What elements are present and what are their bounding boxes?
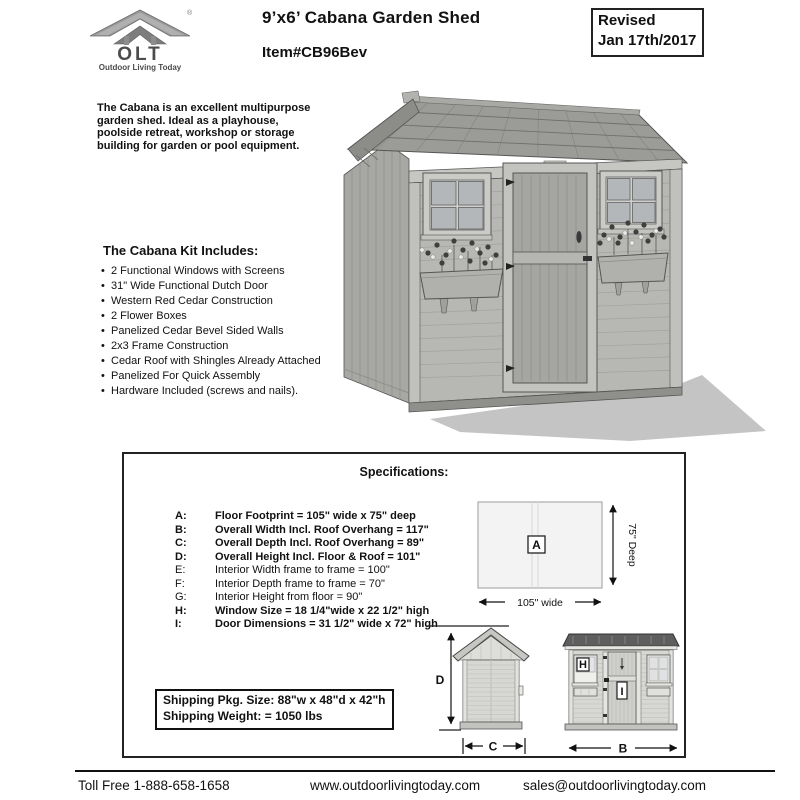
spec-list [175,510,438,632]
intro-paragraph: The Cabana is an excellent multipurpose garden shed. Ideal as a playhouse, poolside retreat, workshop or storage building for garden or pool equipment. [97,102,311,152]
footer-divider [75,770,775,772]
side-view-diagram [427,626,529,754]
kit-item: • 2x3 Frame Construction [99,339,321,354]
front-view-window-label: H [579,659,587,671]
revised-label: Revised [598,12,656,29]
shipping-weight: Shipping Weight: = 1050 lbs [163,708,323,723]
spec-row-letter: G: [175,591,187,603]
logo-abbr: OLT [117,44,163,65]
spec-row-text: Floor Footprint = 105" wide x 75" deep [215,510,416,522]
kit-item: • Cedar Roof with Shingles Already Attached [99,354,321,369]
spec-row-letter: F: [175,577,185,590]
kit-item: • Hardware Included (screws and nails). [99,384,321,399]
spec-row [175,618,438,632]
front-view-diagram [563,634,679,756]
spec-row [175,510,438,524]
elevation-diagrams [417,612,685,756]
side-view-height-label: D [435,673,445,687]
kit-item: • 2 Flower Boxes [99,309,321,324]
olt-logo-icon [84,6,196,72]
dutch-split-rail [513,252,587,264]
kit-heading: The Cabana Kit Includes: [103,243,259,258]
spec-row [175,605,438,619]
spec-row-text: Door Dimensions = 31 1/2" wide x 72" high [215,618,438,630]
floor-plan-width-label: 105" wide [517,597,563,609]
kit-item: • Panelized Cedar Bevel Sided Walls [99,324,321,339]
footer-phone: Toll Free 1-888-658-1658 [78,778,230,793]
spec-row-text: Interior Width frame to frame = 100" [215,564,390,576]
specifications-heading: Specifications: [359,465,449,479]
footer-website-link[interactable]: www.outdoorlivingtoday.com [310,778,481,793]
shed-gable-wall [344,143,409,403]
spec-row-text: Overall Width Incl. Roof Overhang = 117" [215,523,429,536]
spec-row [175,591,438,605]
spec-row-text: Interior Height from floor = 90" [215,591,363,603]
item-code: Item#CB96Bev [262,44,368,61]
logo-registered-mark: ® [187,10,193,17]
spec-row [175,551,438,565]
spec-row-letter: A: [175,510,187,522]
door-handle [576,231,581,243]
door-latch [583,256,592,261]
spec-row-text: Overall Height Incl. Floor & Roof = 101" [215,550,421,563]
spec-row [175,564,438,578]
floor-plan-depth-label: 75" Deep [626,523,638,567]
spec-row-text: Window Size = 18 1/4"wide x 22 1/2" high [215,604,430,617]
right-window [598,171,664,234]
spec-row-letter: I: [175,618,182,630]
spec-row-letter: E: [175,564,186,576]
spec-row-letter: D: [175,550,187,563]
kit-item: • 31" Wide Functional Dutch Door [99,279,321,294]
shipping-box [155,689,394,730]
floor-plan-area-label: A [532,538,541,552]
side-view-depth-label: C [488,739,498,754]
spec-row-letter: B: [175,523,187,536]
shipping-size: Shipping Pkg. Size: 88"w x 48"d x 42"h [163,693,386,707]
revised-date: Jan 17th/2017 [598,32,697,50]
spec-row-letter: H: [175,604,187,617]
kit-list [99,264,321,399]
spec-row [175,578,438,592]
specifications-box [122,452,686,758]
footer-email-link[interactable]: sales@outdoorlivingtoday.com [523,778,707,793]
spec-row [175,524,438,538]
front-view-door-label: I [620,686,624,698]
revised-box [591,8,704,57]
kit-item: • 2 Functional Windows with Screens [99,264,321,279]
spec-row-letter: C: [175,537,187,549]
logo-tagline: Outdoor Living Today [98,63,182,72]
page-title: 9’x6’ Cabana Garden Shed [262,8,481,27]
spec-row-text: Interior Depth frame to frame = 70" [215,577,385,590]
dutch-door [503,163,597,392]
spec-row [175,537,438,551]
left-window [421,173,492,240]
spec-row-text: Overall Depth Incl. Roof Overhang = 89" [215,537,425,549]
shed-illustration [330,85,770,447]
kit-item: • Panelized For Quick Assembly [99,369,321,384]
kit-item: • Western Red Cedar Construction [99,294,321,309]
floor-plan-diagram [472,488,644,618]
front-view-width-label: B [618,741,628,756]
